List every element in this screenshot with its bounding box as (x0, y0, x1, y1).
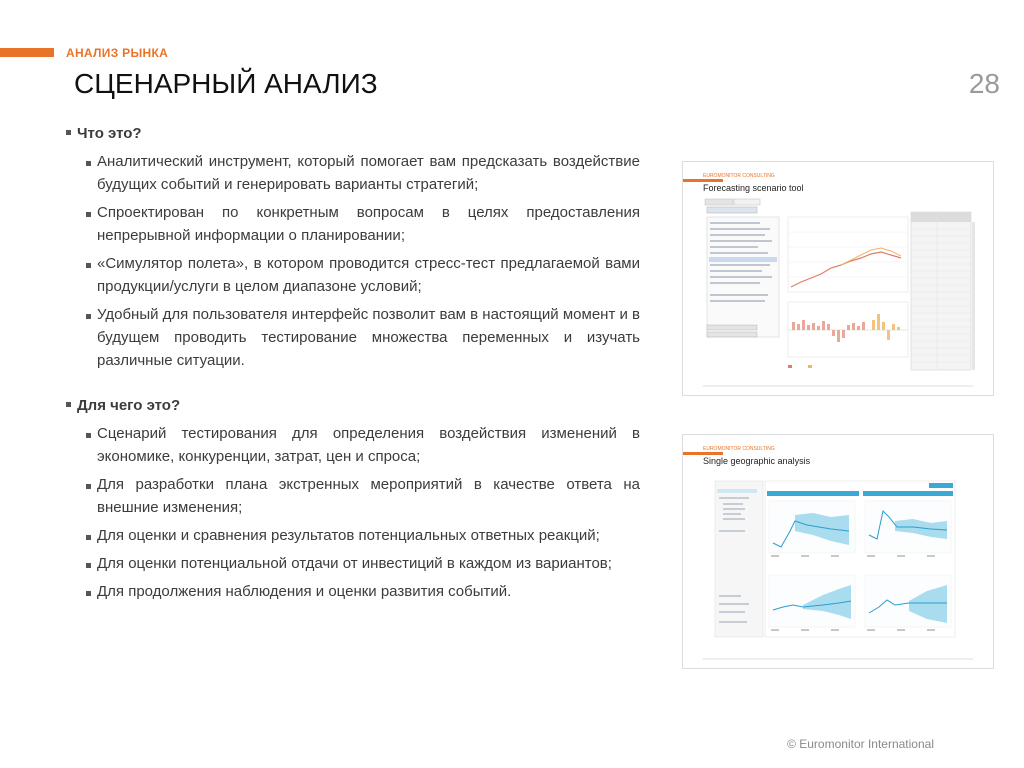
geographic-analysis-thumbnail (682, 434, 994, 669)
bullet-square-icon (86, 591, 91, 596)
group-what-for (66, 394, 640, 603)
thumbnail-brand: EUROMONITOR CONSULTING (703, 446, 775, 452)
footer-copyright: © Euromonitor International (787, 737, 934, 751)
group-title (66, 122, 640, 145)
bullet-square-icon (86, 161, 91, 166)
list-item-text: Удобный для пользователя интерфейс позволит вам в настоящий момент и в будущем проводить тестирование множества переменных и изучать различные ситуации. (97, 306, 641, 369)
thumbnail-title: Single geographic analysis (703, 456, 811, 466)
thumbnail-brand: EUROMONITOR CONSULTING (703, 173, 775, 179)
forecasting-tool-thumbnail (682, 161, 994, 396)
group-title-text: Что это? (77, 125, 142, 142)
thumbnail-footer-rule (703, 385, 973, 387)
list-item-text: Для разработки плана экстренных мероприятий в качестве ответа на внешние изменения; (97, 476, 640, 516)
bullet-square-icon (86, 314, 91, 319)
bullet-list (66, 150, 640, 372)
list-item (66, 422, 640, 468)
list-item (66, 524, 640, 547)
group-title (66, 394, 640, 417)
group-title-text: Для чего это? (77, 397, 181, 414)
geographic-analysis-image (683, 435, 993, 668)
section-label: АНАЛИЗ РЫНКА (66, 46, 169, 60)
bullet-square-icon (86, 535, 91, 540)
page-number: 28 (968, 68, 1000, 99)
list-item-text: Аналитический инструмент, который помогает вам предсказать воздействие будущих событий и генерировать варианты стратегий; (97, 153, 640, 193)
list-item (66, 552, 640, 575)
list-item-text: Для оценки потенциальной отдачи от инвестиций в каждом из вариантов; (97, 555, 612, 572)
list-item (66, 201, 640, 247)
content-column (66, 122, 640, 608)
list-item (66, 252, 640, 298)
list-item-text: «Симулятор полета», в котором проводится стресс-тест предлагаемой вами продукции/услуги в целом диапазоне условий; (97, 255, 640, 295)
list-item-text: Для оценки и сравнения результатов потенциальных ответных реакций; (97, 527, 600, 544)
bullet-list (66, 422, 640, 603)
bullet-square-icon (86, 263, 91, 268)
list-item (66, 473, 640, 519)
group-what-is-it (66, 122, 640, 372)
thumbnail-title: Forecasting scenario tool (703, 183, 804, 193)
bullet-square-icon (86, 433, 91, 438)
bullet-square-icon (86, 563, 91, 568)
forecasting-tool-image (683, 162, 993, 395)
thumbnail-footer-rule (703, 658, 973, 660)
bullet-square-icon (86, 212, 91, 217)
list-item-text: Спроектирован по конкретным вопросам в целях предоставления непрерывной информации о планировании; (97, 204, 640, 244)
list-item-text: Для продолжения наблюдения и оценки развития событий. (97, 583, 512, 600)
bullet-square-icon (66, 130, 71, 135)
bullet-square-icon (86, 484, 91, 489)
list-item (66, 150, 640, 196)
list-item (66, 580, 640, 603)
list-item-text: Сценарий тестирования для определения воздействия изменений в экономике, конкуренции, затрат, цен и спроса; (97, 425, 640, 465)
bullet-square-icon (66, 402, 71, 407)
header-accent-bar (0, 48, 54, 57)
list-item (66, 303, 640, 372)
page-title: СЦЕНАРНЫЙ АНАЛИЗ (74, 68, 378, 99)
